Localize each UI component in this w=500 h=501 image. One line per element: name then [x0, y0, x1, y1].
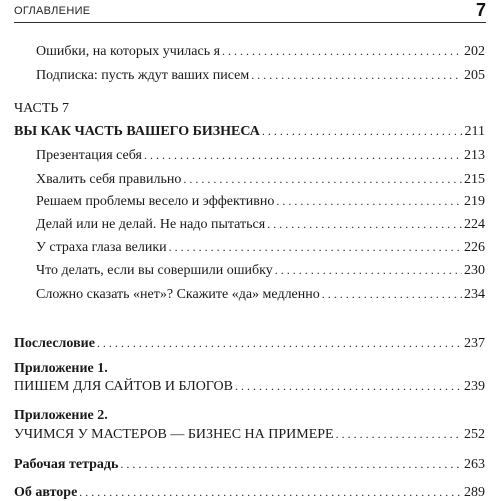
toc-entry-page: 219 [464, 194, 485, 209]
toc-entry-page: 234 [464, 287, 485, 302]
toc-entry-title: Презентация себя [36, 148, 142, 163]
toc-entry[interactable] [36, 147, 485, 164]
toc-entry-title: Сложно сказать «нет»? Скажите «да» медленно [36, 287, 320, 302]
toc-entry-title: Подписка: пусть ждут ваших писем [36, 68, 250, 83]
toc-entry-page: 224 [464, 217, 485, 232]
dot-leader [276, 193, 462, 209]
dot-leader [79, 484, 462, 500]
afterword-entry[interactable] [14, 335, 485, 352]
dot-leader [183, 171, 462, 187]
appendix2-title: УЧИМСЯ У МАСТЕРОВ — БИЗНЕС НА ПРИМЕРЕ [14, 427, 334, 442]
dot-leader [144, 147, 462, 163]
dot-leader [336, 426, 462, 442]
toc-entry[interactable] [36, 239, 485, 256]
toc-entry-title: Делай или не делай. Не надо пытаться [36, 217, 266, 232]
toc-entry-page: 226 [464, 240, 485, 255]
header-section-label: ОГЛАВЛЕНИЕ [14, 5, 91, 17]
appendix2-heading: Приложение 2. [14, 408, 108, 423]
toc-entry[interactable] [36, 67, 485, 84]
dot-leader [275, 262, 462, 278]
dot-leader [235, 378, 462, 394]
appendix1-page: 239 [464, 379, 485, 394]
toc-entry[interactable] [36, 43, 485, 60]
toc-entry[interactable] [36, 286, 485, 303]
appendix2-entry[interactable] [14, 426, 485, 443]
toc-entry-title: Что делать, если вы совершили ошибку [36, 263, 273, 278]
part-label: ЧАСТЬ 7 [14, 101, 69, 116]
dot-leader [120, 456, 462, 472]
about-author-entry[interactable] [14, 484, 485, 501]
workbook-page: 263 [464, 457, 485, 472]
part-title: ВЫ КАК ЧАСТЬ ВАШЕГО БИЗНЕСА [14, 124, 260, 139]
toc-entry[interactable] [36, 262, 485, 279]
dot-leader [169, 239, 462, 255]
dot-leader [251, 67, 462, 83]
appendix2-page: 252 [464, 427, 485, 442]
dot-leader [262, 123, 463, 139]
toc-entry[interactable] [36, 171, 485, 188]
about-author-page: 289 [464, 485, 485, 500]
toc-entry-page: 202 [464, 44, 485, 59]
dot-leader [97, 335, 462, 351]
appendix1-heading: Приложение 1. [14, 361, 108, 376]
toc-entry-page: 205 [464, 68, 485, 83]
dot-leader [267, 216, 462, 232]
toc-entry-page: 230 [464, 263, 485, 278]
toc-entry-title: У страха глаза велики [36, 240, 167, 255]
part-title-entry[interactable] [14, 123, 485, 140]
appendix1-title: ПИШЕМ ДЛЯ САЙТОВ И БЛОГОВ [14, 379, 234, 394]
toc-entry[interactable] [36, 193, 485, 210]
dot-leader [222, 43, 462, 59]
toc-entry-title: Ошибки, на которых училась я [36, 44, 221, 59]
about-author-title: Об авторе [14, 485, 78, 500]
toc-entry-page: 213 [464, 148, 485, 163]
afterword-title: Послесловие [14, 336, 95, 351]
workbook-title: Рабочая тетрадь [14, 457, 119, 472]
toc-entry[interactable] [36, 216, 485, 233]
toc-entry-page: 215 [464, 172, 485, 187]
afterword-page: 237 [464, 336, 485, 351]
workbook-entry[interactable] [14, 456, 485, 473]
page-number: 7 [475, 0, 486, 20]
appendix1-entry[interactable] [14, 378, 485, 395]
part-page: 211 [464, 124, 485, 139]
dot-leader [322, 286, 462, 302]
toc-entry-title: Хвалить себя правильно [36, 172, 182, 187]
toc-entry-title: Решаем проблемы весело и эффективно [36, 194, 275, 209]
